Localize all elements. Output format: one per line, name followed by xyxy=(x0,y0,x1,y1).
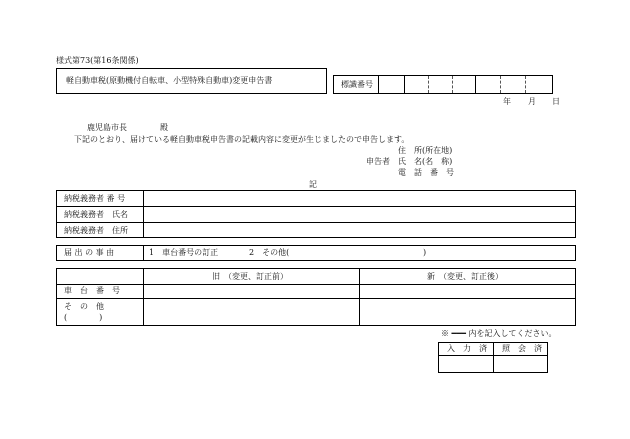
date-year: 年 xyxy=(503,97,511,106)
note-text: ※ ━━━ 内を記入してください。 xyxy=(441,329,557,338)
taxpayer-name-field[interactable] xyxy=(144,207,575,222)
office-checked-label: 照 会 済 xyxy=(502,344,542,353)
reason-option-correction[interactable]: 1 車台番号の訂正 xyxy=(149,248,219,257)
reason-option-other-close: ) xyxy=(423,248,427,257)
reason-label: 届 出 の 事 由 xyxy=(64,248,115,257)
chassis-new-field[interactable] xyxy=(360,285,575,298)
taxpayer-name-label: 納税義務者 氏名 xyxy=(64,210,128,219)
applicant-phone-label: 電 話 番 号 xyxy=(398,168,454,177)
reason-option-other[interactable]: 2 その他( xyxy=(249,248,290,257)
new-header: 新 （変更、訂正後） xyxy=(427,272,503,281)
form-number: 様式第73(第16条関係) xyxy=(56,56,139,65)
other-paren: ( ) xyxy=(64,313,103,322)
date-day: 日 xyxy=(552,97,560,106)
taxpayer-address-label: 納税義務者 住所 xyxy=(64,226,128,235)
applicant-address-label: 住 所(所在地) xyxy=(398,146,453,155)
intro-text: 下記のとおり、届けている軽自動車税申告書の記載内容に変更が生じましたので申告します。 xyxy=(74,135,410,144)
form-title: 軽自動車税(原動機付自転車、小型特殊自動車)変更申告書 xyxy=(66,76,273,85)
plate-number-label: 標識番号 xyxy=(341,80,373,89)
other-old-field[interactable] xyxy=(144,299,358,325)
old-header: 旧 （変更、訂正前） xyxy=(212,272,288,281)
taxpayer-number-field[interactable] xyxy=(144,191,575,206)
taxpayer-number-label: 納税義務者 番 号 xyxy=(64,194,126,203)
date-month: 月 xyxy=(528,97,536,106)
other-new-field[interactable] xyxy=(360,299,575,325)
office-entered-label: 入 力 済 xyxy=(447,344,487,353)
applicant-heading: 申告者 xyxy=(366,157,390,166)
honorific: 殿 xyxy=(160,123,168,132)
reason-row xyxy=(56,245,576,261)
taxpayer-address-field[interactable] xyxy=(144,223,575,238)
chassis-number-label: 車 台 番 号 xyxy=(64,286,120,295)
applicant-name-label: 氏 名(名 称) xyxy=(398,157,453,166)
chassis-old-field[interactable] xyxy=(144,285,358,298)
other-label: そ の 他 xyxy=(64,302,104,311)
ki-heading: 記 xyxy=(309,180,317,189)
addressee: 鹿児島市長 xyxy=(87,123,127,132)
